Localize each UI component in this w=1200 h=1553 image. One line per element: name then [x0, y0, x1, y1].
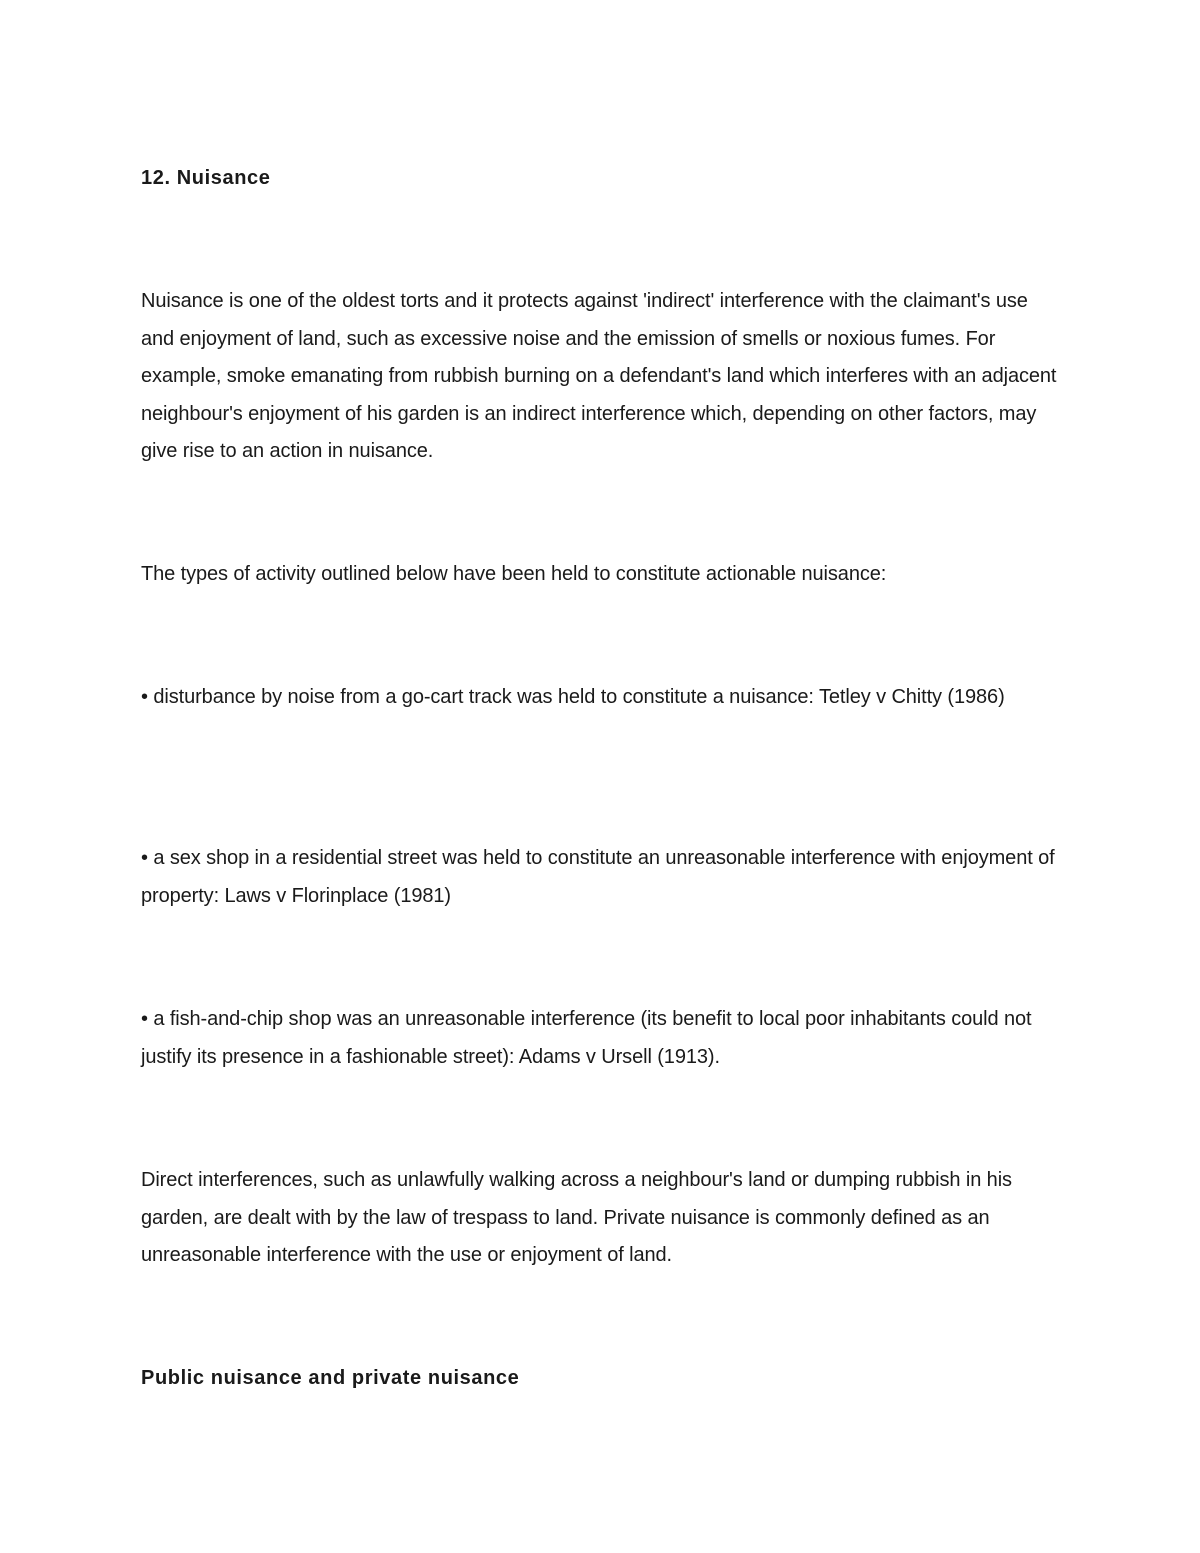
activity-intro-paragraph: The types of activity outlined below have been held to constitute actionable nuisance:	[141, 563, 887, 585]
section-subheading: Public nuisance and private nuisance	[141, 1367, 520, 1389]
closing-paragraph: Direct interferences, such as unlawfully walking across a neighbour's land or dumping rubbish in his garden, are dealt with by the law of trespass to land. Private nuisance is commonly defined as an unreasonable interference with the use or enjoyment of land.	[141, 1169, 1012, 1266]
intro-paragraph: Nuisance is one of the oldest torts and it protects against 'indirect' interference with the claimant's use and enjoyment of land, such as excessive noise and the emission of smells or noxious fumes. For example, smoke emanating from rubbish burning on a defendant's land which interferes with an adjacent neighbour's enjoyment of his garden is an indirect interference which, depending on other factors, may give rise to an action in nuisance.	[141, 290, 1057, 462]
bullet-item-laws: • a sex shop in a residential street was held to constitute an unreasonable interference with enjoyment of property: Laws v Florinplace (1981)	[141, 847, 1055, 907]
page-title: 12. Nuisance	[141, 167, 271, 189]
bullet-item-adams: • a fish-and-chip shop was an unreasonable interference (its benefit to local poor inhabitants could not justify its presence in a fashionable street): Adams v Ursell (1913).	[141, 1008, 1032, 1068]
bullet-item-tetley: • disturbance by noise from a go-cart track was held to constitute a nuisance: Tetley v Chitty (1986)	[141, 686, 1005, 708]
